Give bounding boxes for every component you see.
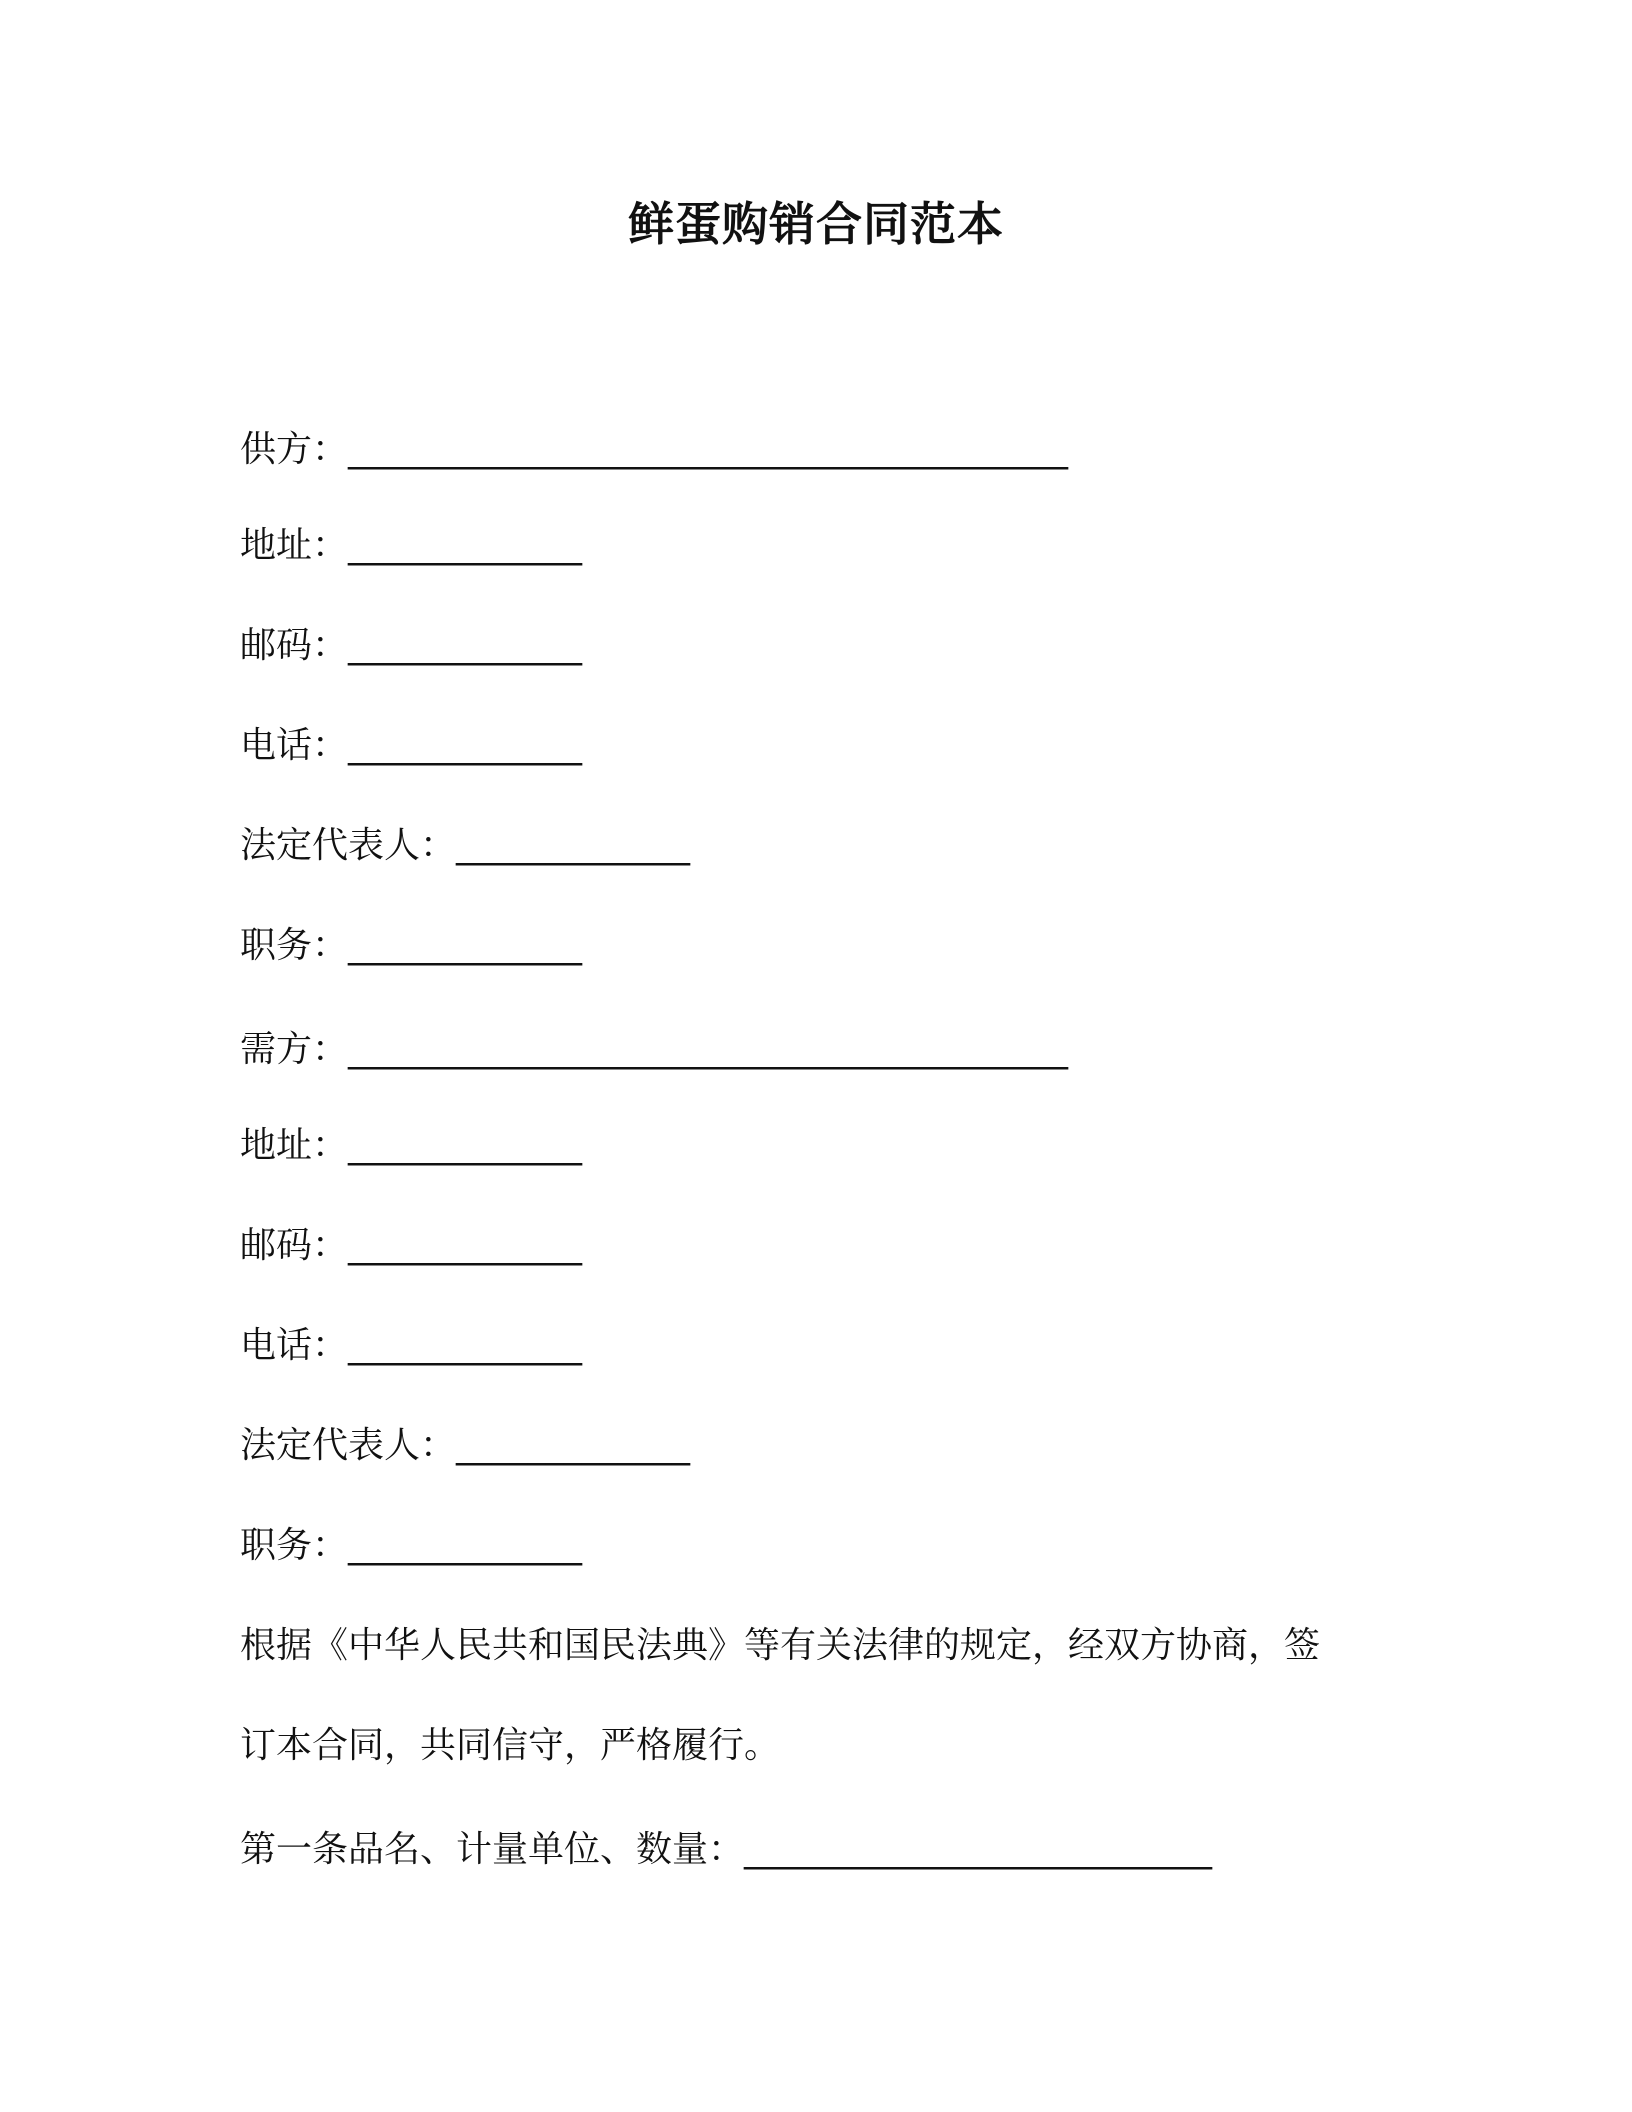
supplier-address-line: 地址：_____________	[240, 525, 583, 566]
document-title: 鲜蛋购销合同范本	[628, 197, 1004, 251]
buyer-phone-line: 电话：_____________	[240, 1325, 583, 1366]
buyer-line: 需方：________________________________________	[240, 1029, 1069, 1070]
buyer-address-line: 地址：_____________	[240, 1125, 583, 1166]
supplier-legal-representative-line: 法定代表人：_____________	[240, 825, 691, 866]
supplier-position-line: 职务：_____________	[240, 925, 583, 966]
contract-preamble-line-2: 订本合同，共同信守，严格履行。	[240, 1725, 781, 1766]
supplier-phone-line: 电话：_____________	[240, 725, 583, 766]
buyer-position-line: 职务：_____________	[240, 1525, 583, 1566]
supplier-postcode-line: 邮码：_____________	[240, 625, 583, 666]
article-one-line: 第一条品名、计量单位、数量：__________________________	[240, 1829, 1213, 1870]
supplier-line: 供方：________________________________________	[240, 429, 1069, 470]
buyer-legal-representative-line: 法定代表人：_____________	[240, 1425, 691, 1466]
contract-preamble-line-1: 根据《中华人民共和国民法典》等有关法律的规定，经双方协商，签	[240, 1625, 1321, 1666]
buyer-postcode-line: 邮码：_____________	[240, 1225, 583, 1266]
